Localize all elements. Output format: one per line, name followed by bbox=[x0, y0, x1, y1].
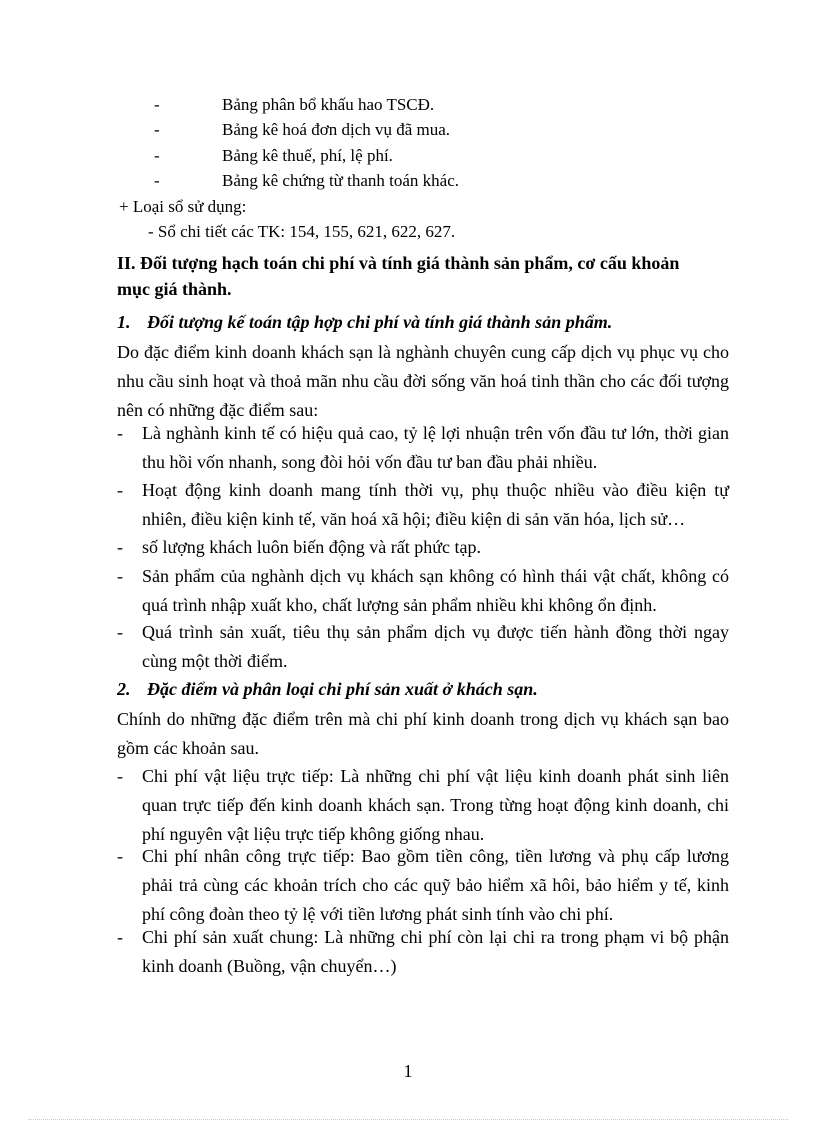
feature-text: Hoạt động kinh doanh mang tính thời vụ, phụ thuộc nhiều vào điều kiện tự nhiên, điều kiện kinh tế, văn hoá xã hội; điều kiện di sản văn hóa, lịch sử… bbox=[142, 480, 729, 529]
feature-text: Sản phẩm của nghành dịch vụ khách sạn không có hình thái vật chất, không có quá trình nhập xuất kho, chất lượng sản phẩm nhiều khi không ổn định. bbox=[142, 566, 729, 615]
subheading-number: 1. bbox=[117, 312, 131, 332]
feature-item bbox=[117, 419, 729, 477]
feature-item bbox=[117, 618, 729, 676]
list-bullet: - bbox=[154, 95, 160, 114]
intro-paragraph: Do đặc điểm kinh doanh khách sạn là nghành chuyên cung cấp dịch vụ phục vụ cho nhu cầu sinh hoạt và thoả mãn nhu cầu đời sống văn hoá tinh thần cho các đối tượng nên có những đặc điểm sau: bbox=[117, 342, 729, 420]
bullet-dash: - bbox=[117, 846, 123, 866]
list-item: Bảng phân bổ khấu hao TSCĐ. bbox=[222, 95, 435, 114]
subheading-title: Đặc điểm và phân loại chi phí sản xuất ở khách sạn. bbox=[147, 679, 538, 699]
books-label: + Loại sổ sử dụng: bbox=[119, 197, 247, 216]
feature-text: Là nghành kinh tế có hiệu quả cao, tỷ lệ lợi nhuận trên vốn đầu tư lớn, thời gian thu hồi vốn nhanh, song đòi hỏi vốn đầu tư ban đầu phải nhiều. bbox=[142, 423, 729, 472]
bullet-dash: - bbox=[117, 766, 123, 786]
bullet-dash: - bbox=[117, 423, 123, 443]
subheading-number: 2. bbox=[117, 679, 131, 699]
list-item: Bảng kê hoá đơn dịch vụ đã mua. bbox=[222, 120, 451, 139]
feature-item bbox=[117, 476, 729, 534]
section-heading: II. Đối tượng hạch toán chi phí và tính giá thành sản phẩm, cơ cấu khoản bbox=[117, 253, 680, 273]
cost-text: Chi phí nhân công trực tiếp: Bao gồm tiền công, tiền lương và phụ cấp lương phải trả cùng các khoản trích cho các quỹ bảo hiểm xã hôi, bảo hiểm y tế, kinh phí công đoàn theo tỷ lệ với tiền lương phát sinh tính vào chi phí. bbox=[142, 846, 729, 924]
cost-text: Chi phí vật liệu trực tiếp: Là những chi phí vật liệu kinh doanh phát sinh liên quan trực tiếp đến kinh doanh khách sạn. Trong từng hoạt động kinh doanh, chi phí nguyên vật liệu trực tiếp không giống nhau. bbox=[142, 766, 729, 844]
bullet-dash: - bbox=[117, 927, 123, 947]
intro2-paragraph: Chính do những đặc điểm trên mà chi phí kinh doanh trong dịch vụ khách sạn bao gồm các khoản sau. bbox=[117, 709, 729, 758]
bullet-dash: - bbox=[117, 566, 123, 586]
cost-item bbox=[117, 762, 729, 849]
list-bullet: - bbox=[154, 171, 160, 190]
subheading-1 bbox=[117, 311, 612, 333]
list-bullet: - bbox=[154, 146, 160, 165]
page-number: 1 bbox=[403, 1061, 413, 1081]
feature-item bbox=[117, 533, 729, 562]
section-heading-cont: mục giá thành. bbox=[117, 279, 232, 299]
cost-item bbox=[117, 923, 729, 981]
list-item: Bảng kê chứng từ thanh toán khác. bbox=[222, 171, 460, 190]
bullet-dash: - bbox=[117, 480, 123, 500]
feature-item bbox=[117, 562, 729, 620]
bullet-dash: - bbox=[117, 537, 123, 557]
bullet-dash: - bbox=[117, 622, 123, 642]
list-bullet: - bbox=[154, 120, 160, 139]
cost-text: Chi phí sản xuất chung: Là những chi phí còn lại chi ra trong phạm vi bộ phận kinh doanh (Buồng, vận chuyển…) bbox=[142, 927, 729, 976]
books-detail: - Sổ chi tiết các TK: 154, 155, 621, 622, 627. bbox=[148, 222, 456, 241]
cost-item bbox=[117, 842, 729, 929]
subheading-2 bbox=[117, 678, 538, 700]
feature-text: số lượng khách luôn biến động và rất phức tạp. bbox=[142, 537, 481, 557]
page-bottom-rule bbox=[28, 1119, 788, 1120]
list-item: Bảng kê thuế, phí, lệ phí. bbox=[222, 146, 393, 165]
subheading-title: Đối tượng kế toán tập hợp chi phí và tính giá thành sản phẩm. bbox=[147, 312, 613, 332]
feature-text: Quá trình sản xuất, tiêu thụ sản phẩm dịch vụ được tiến hành đồng thời ngay cùng một thời điểm. bbox=[142, 622, 729, 671]
